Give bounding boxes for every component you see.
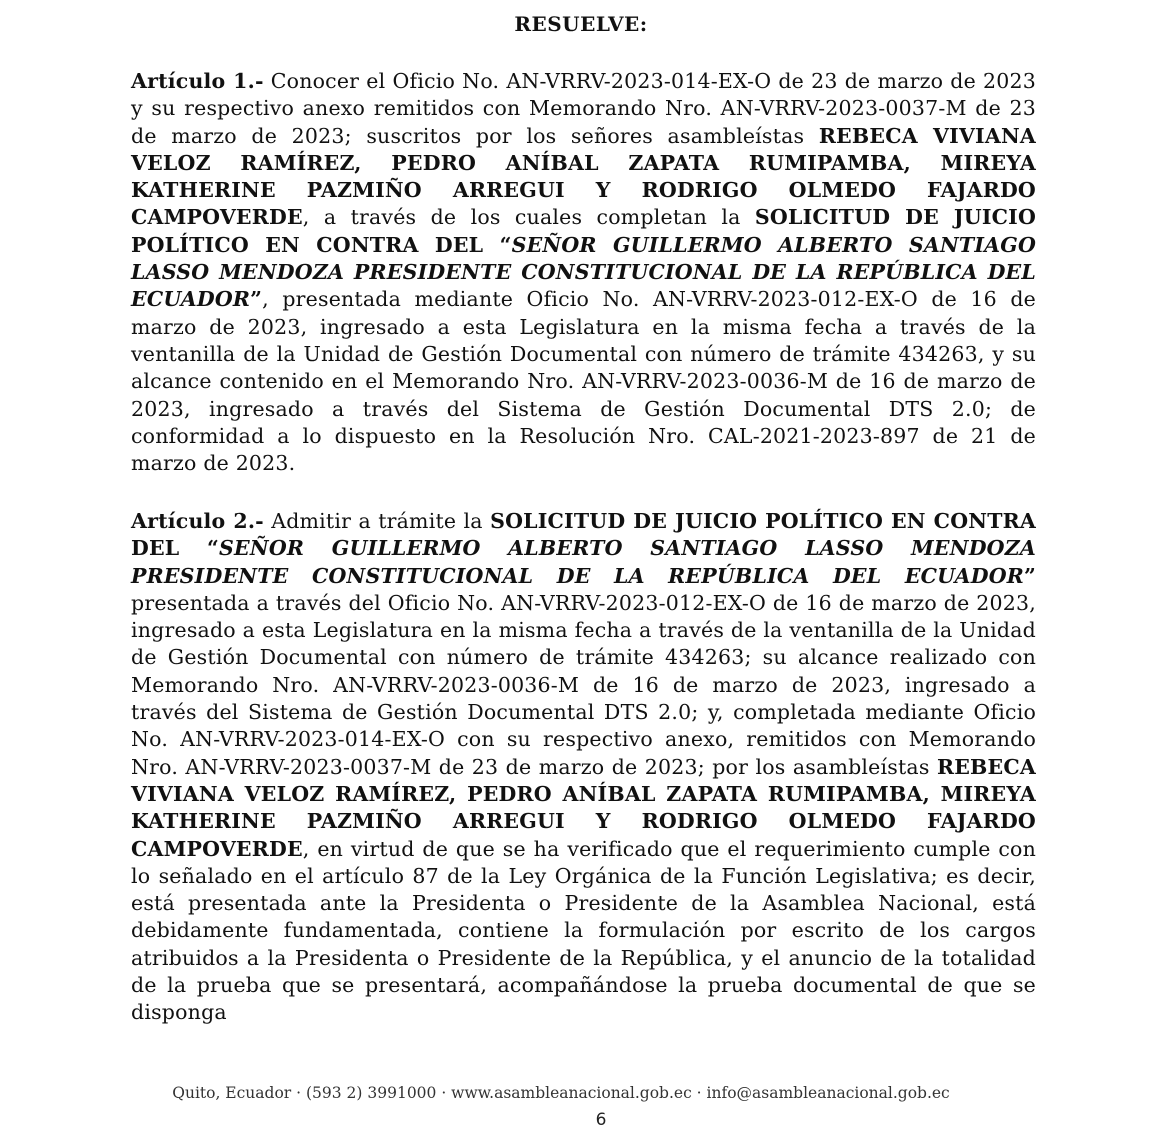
article-1-official-name: SEÑOR GUILLERMO ALBERTO SANTIAGO LASSO MENDOZA PRESIDENTE CONSTITUCIONAL DE LA REPÚBLICA DEL ECUADOR [131,232,1036,312]
article-1-text-2: , a través de los cuales completan la [302,205,755,230]
article-1-text-3: , presentada mediante Oficio No. AN-VRRV-2023-012-EX-O de 16 de marzo de 2023, ingresado a esta Legislatura en la misma fecha a través de la ventanilla de la Unidad de Gestión Documental con número de trámite 434263, y su alcance contenido en el Memorando Nro. AN-VRRV-2023-0036-M de 16 de marzo de 2023, ingresado a través del Sistema de Gestión Documental DTS 2.0; de conformidad a lo dispuesto en la Resolución Nro. CAL-2021-2023-897 de 21 de marzo de 2023. [131,287,1036,476]
article-1-close-quote: ” [250,287,263,312]
article-1-request-title: SOLICITUD DE JUICIO POLÍTICO EN CONTRA DEL “ [131,205,1037,257]
article-1 [131,68,1036,477]
article-2-official-name: SEÑOR GUILLERMO ALBERTO SANTIAGO LASSO MENDOZA PRESIDENTE CONSTITUCIONAL DE LA REPÚBLICA DEL ECUADOR [131,536,1036,588]
article-2-text-3: , en virtud de que se ha verificado que el requerimiento cumple con lo señalado en el artículo 87 de la Ley Orgánica de la Función Legislativa; es decir, está presentada ante la Presidenta o Presidente de la Asamblea Nacional, está debidamente fundamentada, contiene la formulación por escrito de los cargos atribuidos a la Presidenta o Presidente de la República, y el anuncio de la totalidad de la prueba que se presentará, acompañándose la prueba documental de que se disponga [131,836,1036,1025]
article-1-label: Artículo 1.- [131,69,264,93]
article-2-request-title: SOLICITUD DE JUICIO POLÍTICO EN CONTRA DEL “ [131,509,1036,561]
article-1-assembly-members: REBECA VIVIANA VELOZ RAMÍREZ, PEDRO ANÍBAL ZAPATA RUMIPAMBA, MIREYA KATHERINE PAZMIÑO ARREGUI Y RODRIGO OLMEDO FAJARDO CAMPOVERDE [131,123,1036,230]
article-2-text-2: presentada a través del Oficio No. AN-VRRV-2023-012-EX-O de 16 de marzo de 2023, ingresado a esta Legislatura en la misma fecha a través de la ventanilla de la Unidad de Gestión Documental con número de trámite 434263; su alcance realizado con Memorando Nro. AN-VRRV-2023-0036-M de 16 de marzo de 2023, ingresado a través del Sistema de Gestión Documental DTS 2.0; y, completada mediante Oficio No. AN-VRRV-2023-014-EX-O con su respectivo anexo, remitidos con Memorando Nro. AN-VRRV-2023-0037-M de 23 de marzo de 2023; por los asambleístas [131,590,1036,779]
page-number: 6 [595,1110,607,1130]
article-2-assembly-members: REBECA VIVIANA VELOZ RAMÍREZ, PEDRO ANÍBAL ZAPATA RUMIPAMBA, MIREYA KATHERINE PAZMIÑO ARREGUI Y RODRIGO OLMEDO FAJARDO CAMPOVERDE [131,754,1036,861]
article-2-text-1: Admitir a trámite la [263,509,491,533]
article-1-text-1: Conocer el Oficio No. AN-VRRV-2023-014-EX-O de 23 de marzo de 2023 y su respectivo anexo remitidos con Memorando Nro. AN-VRRV-2023-0037-M de 23 de marzo de 2023; suscritos por los señores asambleístas [131,69,1036,148]
article-2-label: Artículo 2.- [131,509,264,533]
page-footer: Quito, Ecuador · (593 2) 3991000 · www.asambleanacional.gob.ec · info@asambleanacional.gob.ec [172,1084,950,1102]
article-2 [131,508,1036,1027]
article-2-close-quote: ” [1024,563,1036,588]
resolution-heading: RESUELVE: [514,12,648,36]
